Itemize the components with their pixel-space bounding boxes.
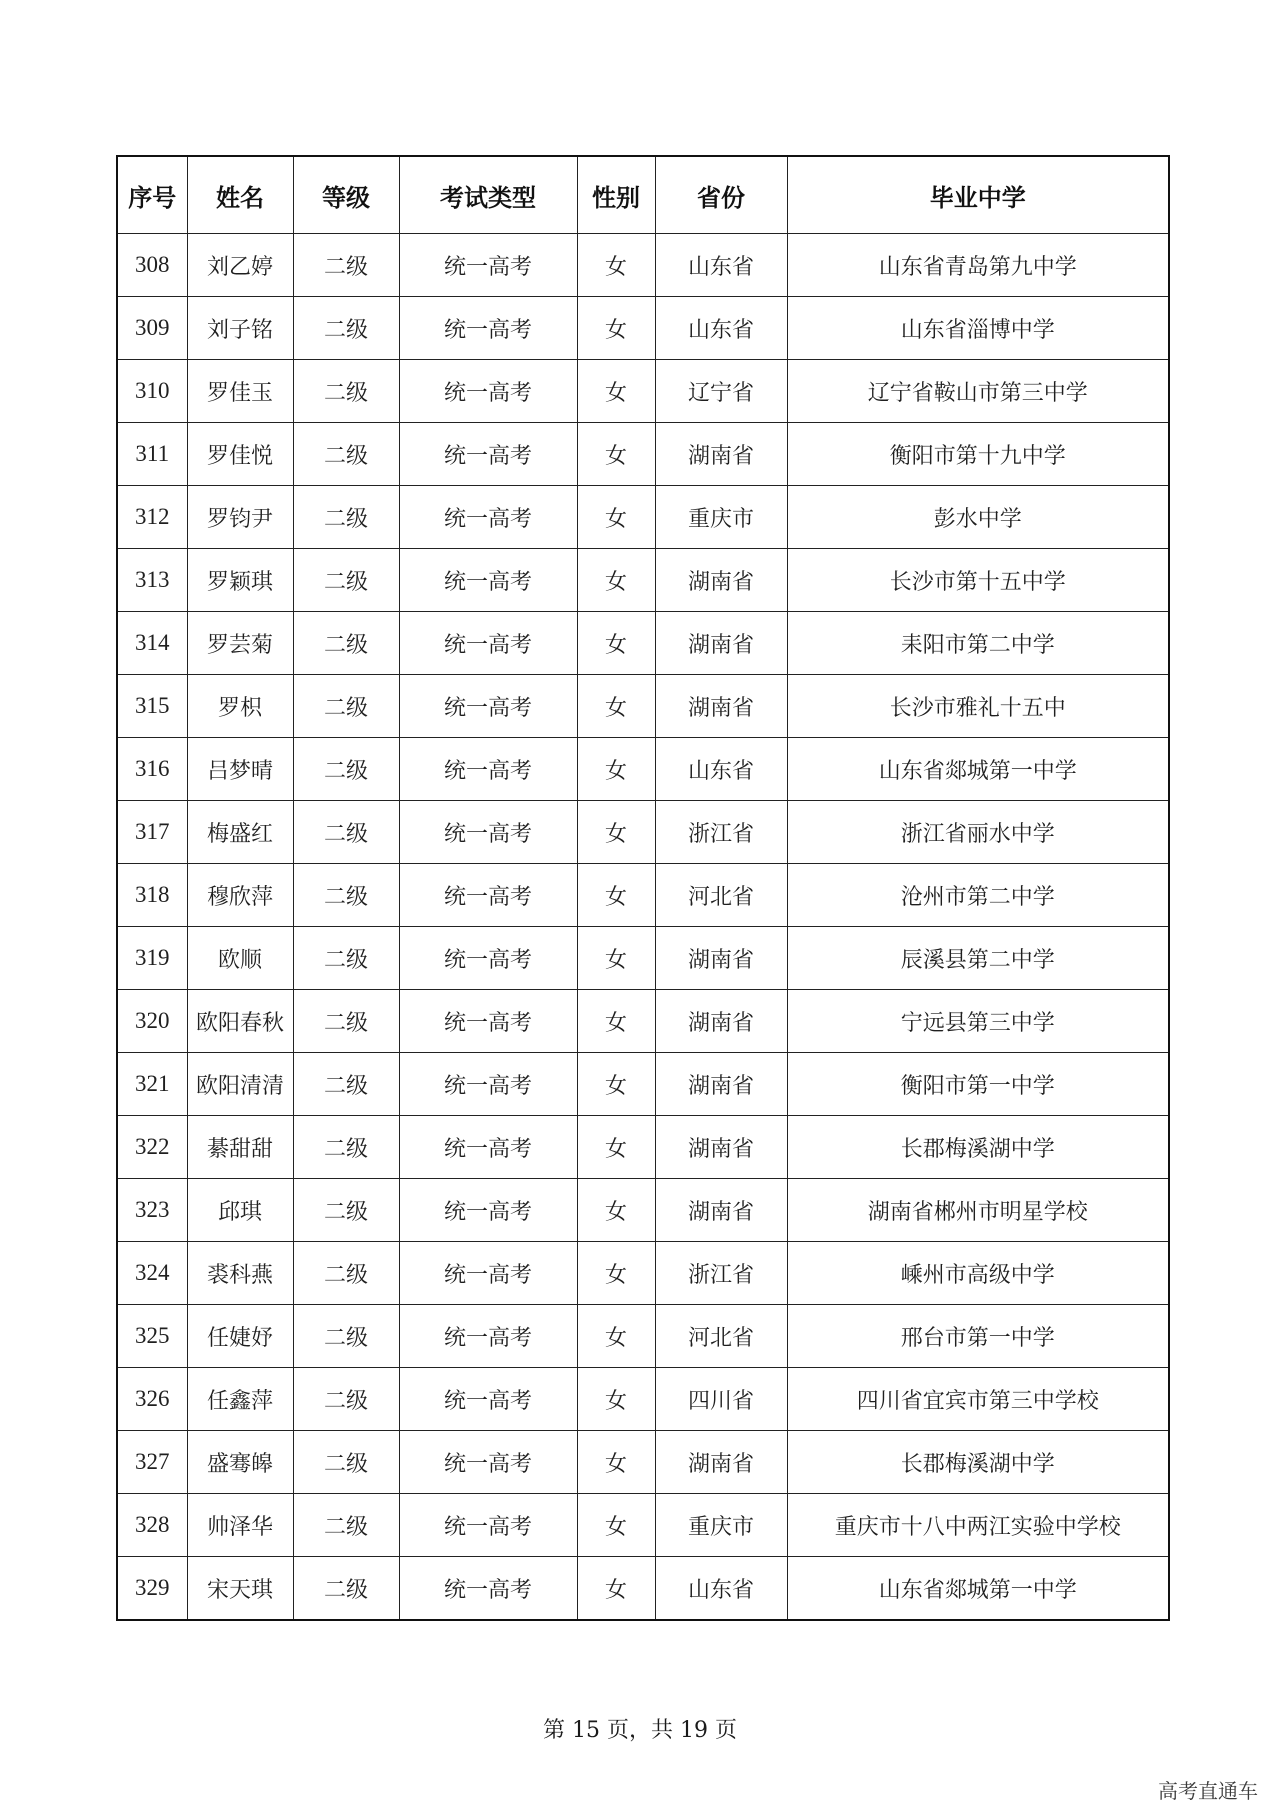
- exam-type-cell: 统一高考: [399, 1242, 577, 1305]
- school-cell: 宁远县第三中学: [787, 990, 1169, 1053]
- exam-type-cell: 统一高考: [399, 234, 577, 297]
- name-cell: 罗芸菊: [187, 612, 293, 675]
- province-cell: 湖南省: [655, 990, 787, 1053]
- table-row: [117, 1494, 1169, 1557]
- exam-type-cell: 统一高考: [399, 675, 577, 738]
- exam-type-cell: 统一高考: [399, 1557, 577, 1621]
- table-row: [117, 927, 1169, 990]
- name-cell: 穆欣萍: [187, 864, 293, 927]
- province-cell: 湖南省: [655, 1053, 787, 1116]
- table-row: [117, 360, 1169, 423]
- table-row: [117, 738, 1169, 801]
- province-cell: 湖南省: [655, 612, 787, 675]
- gender-cell: 女: [577, 1179, 655, 1242]
- name-cell: 刘乙婷: [187, 234, 293, 297]
- grade-cell: 二级: [293, 1368, 399, 1431]
- province-cell: 山东省: [655, 234, 787, 297]
- name-cell: 罗佳玉: [187, 360, 293, 423]
- province-cell: 浙江省: [655, 801, 787, 864]
- school-cell: 山东省郯城第一中学: [787, 738, 1169, 801]
- name-cell: 任鑫萍: [187, 1368, 293, 1431]
- name-cell: 刘子铭: [187, 297, 293, 360]
- name-cell: 裘科燕: [187, 1242, 293, 1305]
- grade-cell: 二级: [293, 423, 399, 486]
- grade-cell: 二级: [293, 549, 399, 612]
- column-header-exam-type: 考试类型: [399, 156, 577, 234]
- table-row: [117, 675, 1169, 738]
- province-cell: 辽宁省: [655, 360, 787, 423]
- column-header-province: 省份: [655, 156, 787, 234]
- grade-cell: 二级: [293, 1305, 399, 1368]
- school-cell: 四川省宜宾市第三中学校: [787, 1368, 1169, 1431]
- table-row: [117, 1368, 1169, 1431]
- serial-cell: 317: [117, 801, 187, 864]
- grade-cell: 二级: [293, 1242, 399, 1305]
- name-cell: 欧阳春秋: [187, 990, 293, 1053]
- gender-cell: 女: [577, 486, 655, 549]
- name-cell: 帅泽华: [187, 1494, 293, 1557]
- table-row: [117, 1557, 1169, 1621]
- school-cell: 山东省郯城第一中学: [787, 1557, 1169, 1621]
- school-cell: 邢台市第一中学: [787, 1305, 1169, 1368]
- column-header-name: 姓名: [187, 156, 293, 234]
- province-cell: 重庆市: [655, 486, 787, 549]
- province-cell: 重庆市: [655, 1494, 787, 1557]
- table-row: [117, 423, 1169, 486]
- gender-cell: 女: [577, 612, 655, 675]
- serial-cell: 326: [117, 1368, 187, 1431]
- province-cell: 湖南省: [655, 675, 787, 738]
- serial-cell: 327: [117, 1431, 187, 1494]
- grade-cell: 二级: [293, 675, 399, 738]
- grade-cell: 二级: [293, 1116, 399, 1179]
- table-row: [117, 1305, 1169, 1368]
- school-cell: 重庆市十八中两江实验中学校: [787, 1494, 1169, 1557]
- province-cell: 山东省: [655, 297, 787, 360]
- serial-cell: 310: [117, 360, 187, 423]
- province-cell: 河北省: [655, 1305, 787, 1368]
- exam-type-cell: 统一高考: [399, 297, 577, 360]
- serial-cell: 323: [117, 1179, 187, 1242]
- gender-cell: 女: [577, 990, 655, 1053]
- school-cell: 沧州市第二中学: [787, 864, 1169, 927]
- gender-cell: 女: [577, 360, 655, 423]
- gender-cell: 女: [577, 1305, 655, 1368]
- grade-cell: 二级: [293, 1179, 399, 1242]
- province-cell: 湖南省: [655, 1116, 787, 1179]
- watermark-text: 高考直通车: [1158, 1779, 1258, 1803]
- grade-cell: 二级: [293, 360, 399, 423]
- school-cell: 衡阳市第十九中学: [787, 423, 1169, 486]
- serial-cell: 313: [117, 549, 187, 612]
- province-cell: 湖南省: [655, 1431, 787, 1494]
- table-row: [117, 486, 1169, 549]
- roster-table: [116, 155, 1170, 1621]
- gender-cell: 女: [577, 234, 655, 297]
- table-body: [117, 234, 1169, 1621]
- gender-cell: 女: [577, 1557, 655, 1621]
- name-cell: 盛骞皞: [187, 1431, 293, 1494]
- gender-cell: 女: [577, 801, 655, 864]
- name-cell: 邱琪: [187, 1179, 293, 1242]
- exam-type-cell: 统一高考: [399, 1305, 577, 1368]
- serial-cell: 318: [117, 864, 187, 927]
- serial-cell: 308: [117, 234, 187, 297]
- serial-cell: 324: [117, 1242, 187, 1305]
- name-cell: 梅盛红: [187, 801, 293, 864]
- school-cell: 湖南省郴州市明星学校: [787, 1179, 1169, 1242]
- grade-cell: 二级: [293, 864, 399, 927]
- gender-cell: 女: [577, 1431, 655, 1494]
- exam-type-cell: 统一高考: [399, 612, 577, 675]
- exam-type-cell: 统一高考: [399, 1116, 577, 1179]
- exam-type-cell: 统一高考: [399, 423, 577, 486]
- serial-cell: 314: [117, 612, 187, 675]
- column-header-school: 毕业中学: [787, 156, 1169, 234]
- exam-type-cell: 统一高考: [399, 990, 577, 1053]
- table-row: [117, 1116, 1169, 1179]
- grade-cell: 二级: [293, 486, 399, 549]
- table-row: [117, 234, 1169, 297]
- serial-cell: 309: [117, 297, 187, 360]
- province-cell: 湖南省: [655, 423, 787, 486]
- name-cell: 宋天琪: [187, 1557, 293, 1621]
- page-number: 第 15 页，共 19 页: [543, 1718, 737, 1743]
- exam-type-cell: 统一高考: [399, 486, 577, 549]
- exam-type-cell: 统一高考: [399, 1179, 577, 1242]
- school-cell: 衡阳市第一中学: [787, 1053, 1169, 1116]
- grade-cell: 二级: [293, 297, 399, 360]
- table-row: [117, 612, 1169, 675]
- serial-cell: 329: [117, 1557, 187, 1621]
- school-cell: 长沙市第十五中学: [787, 549, 1169, 612]
- serial-cell: 322: [117, 1116, 187, 1179]
- serial-cell: 325: [117, 1305, 187, 1368]
- exam-type-cell: 统一高考: [399, 360, 577, 423]
- grade-cell: 二级: [293, 801, 399, 864]
- exam-type-cell: 统一高考: [399, 1494, 577, 1557]
- gender-cell: 女: [577, 1116, 655, 1179]
- gender-cell: 女: [577, 1242, 655, 1305]
- name-cell: 罗佳悦: [187, 423, 293, 486]
- table-row: [117, 801, 1169, 864]
- gender-cell: 女: [577, 1494, 655, 1557]
- exam-type-cell: 统一高考: [399, 1431, 577, 1494]
- serial-cell: 328: [117, 1494, 187, 1557]
- grade-cell: 二级: [293, 1053, 399, 1116]
- school-cell: 彭水中学: [787, 486, 1169, 549]
- name-cell: 任婕妤: [187, 1305, 293, 1368]
- province-cell: 山东省: [655, 1557, 787, 1621]
- table-row: [117, 864, 1169, 927]
- school-cell: 长沙市雅礼十五中: [787, 675, 1169, 738]
- school-cell: 长郡梅溪湖中学: [787, 1431, 1169, 1494]
- serial-cell: 311: [117, 423, 187, 486]
- exam-type-cell: 统一高考: [399, 864, 577, 927]
- gender-cell: 女: [577, 549, 655, 612]
- exam-type-cell: 统一高考: [399, 1368, 577, 1431]
- grade-cell: 二级: [293, 234, 399, 297]
- school-cell: 耒阳市第二中学: [787, 612, 1169, 675]
- serial-cell: 312: [117, 486, 187, 549]
- name-cell: 罗枳: [187, 675, 293, 738]
- grade-cell: 二级: [293, 738, 399, 801]
- province-cell: 四川省: [655, 1368, 787, 1431]
- exam-type-cell: 统一高考: [399, 801, 577, 864]
- gender-cell: 女: [577, 1053, 655, 1116]
- province-cell: 河北省: [655, 864, 787, 927]
- table-row: [117, 990, 1169, 1053]
- name-cell: 欧阳清清: [187, 1053, 293, 1116]
- exam-type-cell: 统一高考: [399, 927, 577, 990]
- table-row: [117, 1242, 1169, 1305]
- grade-cell: 二级: [293, 1557, 399, 1621]
- table-header-row: [117, 156, 1169, 234]
- grade-cell: 二级: [293, 1431, 399, 1494]
- gender-cell: 女: [577, 1368, 655, 1431]
- serial-cell: 319: [117, 927, 187, 990]
- serial-cell: 321: [117, 1053, 187, 1116]
- province-cell: 湖南省: [655, 1179, 787, 1242]
- table-row: [117, 297, 1169, 360]
- name-cell: 罗钧尹: [187, 486, 293, 549]
- gender-cell: 女: [577, 675, 655, 738]
- grade-cell: 二级: [293, 990, 399, 1053]
- table-row: [117, 1053, 1169, 1116]
- school-cell: 嵊州市高级中学: [787, 1242, 1169, 1305]
- gender-cell: 女: [577, 738, 655, 801]
- province-cell: 湖南省: [655, 549, 787, 612]
- province-cell: 山东省: [655, 738, 787, 801]
- serial-cell: 315: [117, 675, 187, 738]
- table-row: [117, 1431, 1169, 1494]
- gender-cell: 女: [577, 864, 655, 927]
- school-cell: 山东省淄博中学: [787, 297, 1169, 360]
- name-cell: 吕梦晴: [187, 738, 293, 801]
- column-header-grade: 等级: [293, 156, 399, 234]
- gender-cell: 女: [577, 297, 655, 360]
- column-header-serial: 序号: [117, 156, 187, 234]
- gender-cell: 女: [577, 423, 655, 486]
- name-cell: 罗颖琪: [187, 549, 293, 612]
- province-cell: 湖南省: [655, 927, 787, 990]
- school-cell: 辰溪县第二中学: [787, 927, 1169, 990]
- grade-cell: 二级: [293, 612, 399, 675]
- exam-type-cell: 统一高考: [399, 549, 577, 612]
- column-header-gender: 性别: [577, 156, 655, 234]
- exam-type-cell: 统一高考: [399, 1053, 577, 1116]
- gender-cell: 女: [577, 927, 655, 990]
- school-cell: 长郡梅溪湖中学: [787, 1116, 1169, 1179]
- exam-type-cell: 统一高考: [399, 738, 577, 801]
- province-cell: 浙江省: [655, 1242, 787, 1305]
- name-cell: 欧顺: [187, 927, 293, 990]
- grade-cell: 二级: [293, 927, 399, 990]
- name-cell: 綦甜甜: [187, 1116, 293, 1179]
- table-row: [117, 549, 1169, 612]
- serial-cell: 320: [117, 990, 187, 1053]
- grade-cell: 二级: [293, 1494, 399, 1557]
- serial-cell: 316: [117, 738, 187, 801]
- school-cell: 山东省青岛第九中学: [787, 234, 1169, 297]
- school-cell: 辽宁省鞍山市第三中学: [787, 360, 1169, 423]
- school-cell: 浙江省丽水中学: [787, 801, 1169, 864]
- table-row: [117, 1179, 1169, 1242]
